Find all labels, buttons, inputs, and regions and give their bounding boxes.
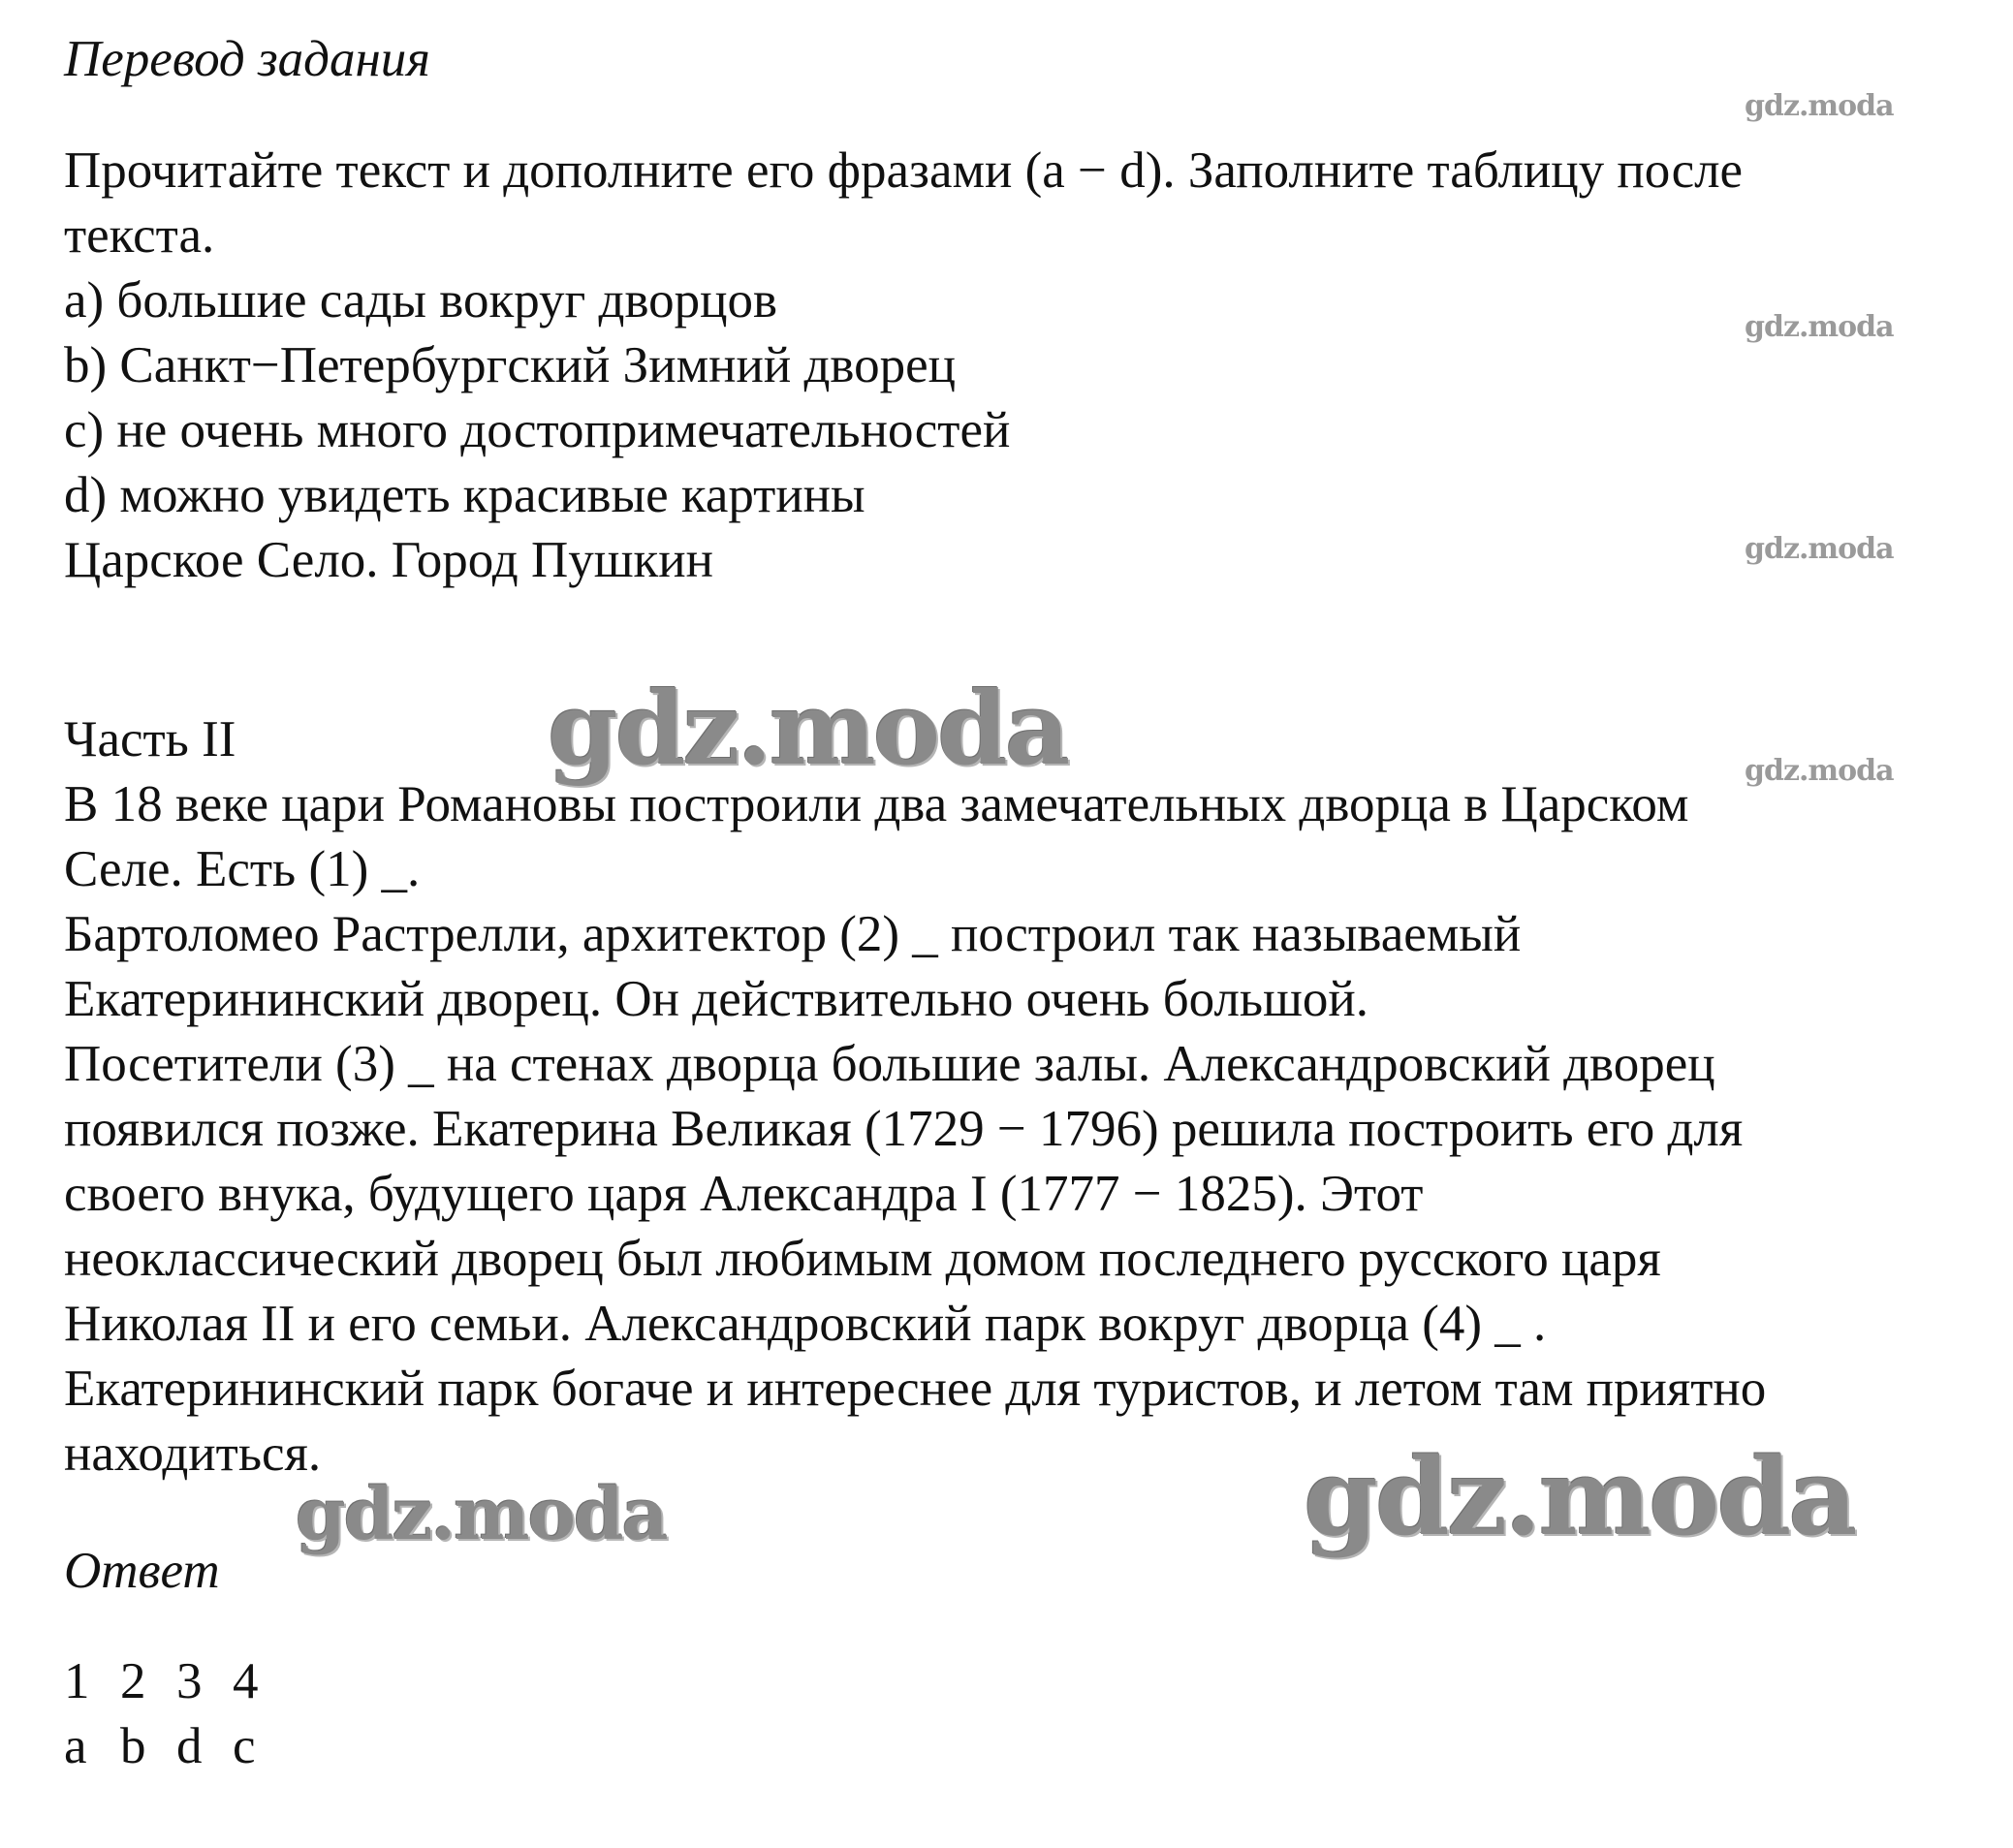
part-label: Часть II (64, 711, 236, 767)
body-line-6: появился позже. Екатерина Великая (1729 − 1796) решила построить его для (64, 1101, 1744, 1157)
answer-letter: d (176, 1718, 203, 1774)
translation-heading: Перевод задания (64, 31, 430, 87)
body-line-2: Селе. Есть (1) _. (64, 841, 421, 897)
task-line-2: текста. (64, 207, 215, 264)
body-line-7: своего внука, будущего царя Александра I (1777 − 1825). Этот (64, 1166, 1424, 1222)
option-d: d) можно увидеть красивые картины (64, 467, 865, 523)
option-c: c) не очень много достопримечательностей (64, 402, 1011, 458)
answer-letter: b (120, 1718, 146, 1774)
watermark-small: gdz.moda (1745, 754, 1894, 788)
answer-number: 2 (120, 1653, 146, 1709)
watermark-small: gdz.moda (1745, 532, 1894, 566)
answer-number: 1 (64, 1653, 90, 1709)
watermark-medium: gdz.moda (296, 1473, 667, 1556)
answer-number: 4 (233, 1653, 259, 1709)
body-line-8: неоклассический дворец был любимым домом последнего русского царя (64, 1231, 1661, 1287)
answer-label: Ответ (64, 1543, 220, 1599)
watermark-small: gdz.moda (1745, 310, 1894, 344)
body-line-11: находиться. (64, 1425, 322, 1482)
task-line-1: Прочитайте текст и дополните его фразами (a − d). Заполните таблицу после (64, 142, 1744, 199)
body-line-1: В 18 веке цари Романовы построили два замечательных дворца в Царском (64, 776, 1689, 832)
answer-numbers-row (64, 1649, 289, 1713)
body-line-10: Екатерининский парк богаче и интереснее для туристов, и летом там приятно (64, 1361, 1767, 1417)
answer-letter: a (64, 1718, 87, 1774)
answer-letters-row (64, 1714, 289, 1778)
option-a: a) большие сады вокруг дворцов (64, 272, 777, 329)
body-line-4: Екатерининский дворец. Он действительно очень большой. (64, 971, 1369, 1027)
watermark-small: gdz.moda (1745, 89, 1894, 123)
option-b: b) Санкт−Петербургский Зимний дворец (64, 337, 956, 393)
answer-letter: c (233, 1718, 256, 1774)
body-line-9: Николая II и его семьи. Александровский парк вокруг дворца (4) _ . (64, 1296, 1547, 1352)
answer-number: 3 (176, 1653, 203, 1709)
body-line-5: Посетители (3) _ на стенах дворца большие залы. Александровский дворец (64, 1036, 1715, 1092)
watermark-large: gdz.moda (548, 669, 1068, 788)
body-line-3: Бартоломео Растрелли, архитектор (2) _ построил так называемый (64, 906, 1522, 962)
watermark-large: gdz.moda (1304, 1434, 1855, 1559)
text-title: Царское Село. Город Пушкин (64, 532, 714, 588)
